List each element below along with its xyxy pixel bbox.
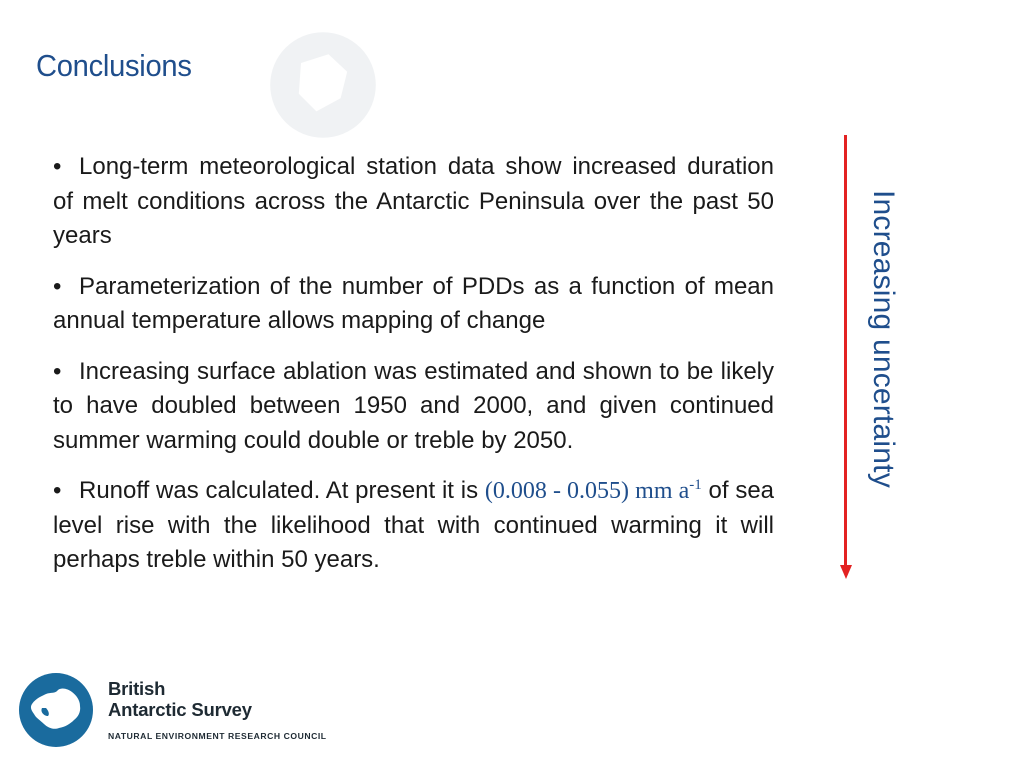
bullet-marker: • — [53, 477, 62, 504]
arrow-down-icon — [840, 565, 852, 579]
bullet-item — [53, 474, 774, 578]
bullet-item — [53, 355, 774, 459]
bullet-item — [53, 150, 774, 254]
bas-logo — [18, 672, 378, 752]
bullet-item — [53, 270, 774, 339]
antarctica-globe-icon — [18, 672, 94, 748]
bullet-text: Parameterization of the number of PDDs as a function of mean annual temperature allows mapping of change — [53, 272, 774, 334]
bullet-marker: • — [53, 272, 62, 300]
runoff-value-range: (0.008 - 0.055) mm a — [484, 478, 690, 504]
runoff-value-exponent: -1 — [689, 477, 702, 493]
bullet-text: Long-term meteorological station data show increased duration of melt conditions across the Antarctic Peninsula over the past 50 years — [53, 153, 774, 249]
logo-name-line1: British — [108, 678, 166, 699]
bullet-text-after: of sea level rise with the likelihood that with continued warming it will perhaps treble within 50 years. — [53, 477, 775, 573]
runoff-value — [485, 478, 702, 504]
logo-name — [108, 678, 252, 720]
slide-title: Conclusions — [36, 48, 192, 83]
bullet-list — [53, 150, 774, 594]
uncertainty-label: Increasing uncertainty — [867, 190, 900, 488]
uncertainty-arrow — [838, 135, 854, 580]
logo-council: NATURAL ENVIRONMENT RESEARCH COUNCIL — [108, 731, 327, 741]
watermark-globe-icon — [268, 30, 378, 140]
bullet-text-before: Runoff was calculated. At present it is — [79, 477, 479, 504]
bullet-marker: • — [53, 357, 62, 385]
bullet-marker: • — [53, 153, 62, 180]
bullet-text: Increasing surface ablation was estimated and shown to be likely to have doubled between 1950 and 2000, and given continued summer warming could double or treble by 2050. — [53, 357, 774, 454]
logo-name-line2: Antarctic Survey — [108, 699, 252, 720]
uncertainty-arrow-shaft — [844, 135, 847, 567]
